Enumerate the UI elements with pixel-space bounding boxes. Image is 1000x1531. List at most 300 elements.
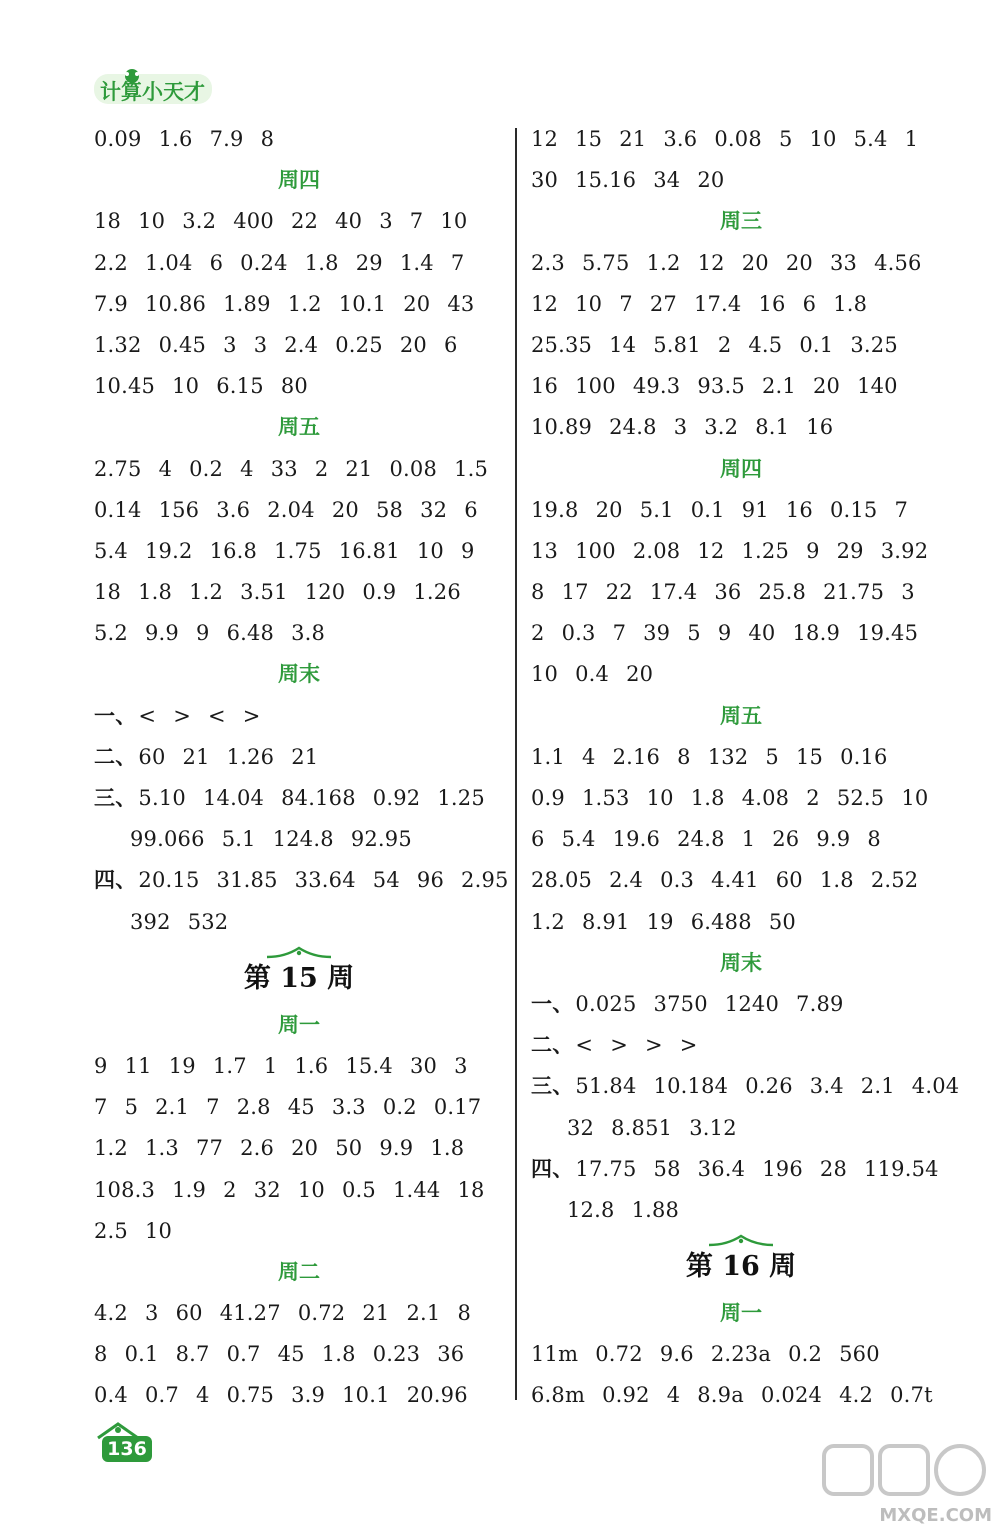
- answer-value: 6: [802, 291, 817, 316]
- answer-value: 2: [223, 1177, 237, 1202]
- answer-value: 50: [768, 909, 796, 934]
- answer-value: 124.8: [272, 827, 334, 852]
- answer-value: 33.64: [294, 868, 356, 893]
- answer-value: 7: [619, 291, 633, 316]
- answer-value: 19.45: [857, 621, 919, 646]
- answer-value: 1.88: [631, 1197, 680, 1222]
- answer-line: [531, 778, 951, 819]
- answer-value: 4: [666, 1383, 681, 1408]
- answer-value: 7.89: [796, 991, 844, 1016]
- answer-value: 8.851: [611, 1115, 673, 1140]
- answer-value: 8: [677, 744, 691, 769]
- answer-value: 50: [335, 1136, 363, 1161]
- answer-value: 20: [785, 250, 813, 275]
- answer-value: 8: [457, 1301, 472, 1326]
- answer-value: 8: [867, 827, 881, 852]
- answer-value: 1.89: [223, 291, 271, 316]
- answer-value: 7: [612, 621, 627, 646]
- answer-value: 0.025: [575, 991, 637, 1016]
- answer-value: 5: [687, 621, 701, 646]
- answer-value: 54: [372, 868, 400, 893]
- answer-value: 1.2: [287, 291, 322, 316]
- answer-value: 0.72: [595, 1342, 643, 1367]
- answer-value: 45: [277, 1342, 305, 1367]
- answer-value: 41.27: [219, 1301, 281, 1326]
- answer-value: 21.75: [823, 580, 885, 605]
- answer-value: 3.2: [704, 415, 739, 440]
- answer-value: 1: [263, 1053, 278, 1078]
- day-heading: 周四: [720, 456, 762, 481]
- answer-value: 10: [809, 127, 837, 151]
- answer-value: 1.25: [437, 786, 485, 810]
- week-title: [531, 1231, 951, 1293]
- answer-line: [94, 1128, 504, 1169]
- answer-value: 9.9: [145, 621, 179, 646]
- question-number: 三、: [94, 786, 137, 810]
- answer-value: 1.8: [321, 1342, 356, 1367]
- answer-value: 0.75: [226, 1383, 275, 1408]
- week-title: [94, 943, 504, 1005]
- answer-value: 9: [717, 621, 732, 646]
- answer-value: 0.23: [372, 1342, 421, 1367]
- answer-value: 12: [531, 291, 559, 316]
- answer-value: 60: [175, 1301, 203, 1326]
- answer-value: 5.75: [582, 250, 630, 275]
- answer-value: 84.168: [281, 786, 356, 810]
- answer-value: 14: [609, 332, 637, 357]
- answer-value: 0.17: [433, 1095, 482, 1120]
- answer-value: 156: [158, 497, 200, 522]
- answer-line: [94, 902, 504, 943]
- answer-value: 3.3: [331, 1095, 366, 1120]
- answer-value: 20: [399, 332, 427, 357]
- answer-value: 40: [335, 209, 363, 234]
- answer-value: 3.51: [240, 580, 288, 605]
- answer-value: 3750: [653, 991, 708, 1016]
- answer-value: 0.5: [341, 1177, 376, 1202]
- answer-value: 58: [653, 1156, 681, 1181]
- brand-logo: [92, 66, 217, 108]
- answer-value: 15.16: [575, 168, 637, 193]
- answer-value: 400: [233, 209, 274, 234]
- answer-line: [94, 1046, 504, 1087]
- answer-value: 0.09: [94, 127, 142, 151]
- answer-value: 10.89: [531, 415, 593, 440]
- answer-value: 0.1: [690, 497, 725, 522]
- answer-value: 45: [287, 1095, 315, 1120]
- answer-value: 0.08: [389, 456, 438, 481]
- answer-line: [531, 531, 951, 572]
- answer-value: 10: [172, 374, 200, 399]
- answer-value: 4: [582, 744, 596, 769]
- answer-line: [531, 407, 951, 448]
- answer-value: 7: [450, 250, 465, 275]
- answer-value: 9: [94, 1053, 108, 1078]
- answer-value: 4.04: [911, 1074, 960, 1099]
- answer-value: 52.5: [836, 786, 885, 810]
- answer-line: [94, 531, 504, 572]
- answer-value: 1.4: [399, 250, 434, 275]
- answer-value: 10: [575, 291, 603, 316]
- day-heading: 周二: [278, 1259, 320, 1284]
- answer-value: 17.75: [575, 1156, 637, 1181]
- answer-value: 0.45: [158, 332, 207, 357]
- answer-value: 7.9: [94, 291, 128, 316]
- answer-value: 2.1: [155, 1095, 190, 1120]
- answer-line: [531, 860, 951, 901]
- answer-line: [531, 1025, 951, 1066]
- answer-value: 8: [94, 1342, 108, 1367]
- answer-value: 3: [253, 332, 268, 357]
- answer-value: 28: [819, 1156, 848, 1181]
- answer-value: 6: [531, 827, 545, 852]
- day-heading: 周三: [720, 209, 762, 234]
- answer-line: [531, 1066, 960, 1107]
- answer-value: 4.41: [711, 868, 759, 893]
- answer-value: 3: [145, 1301, 159, 1326]
- answer-value: 0.2: [382, 1095, 417, 1120]
- answer-value: 12: [697, 250, 725, 275]
- answer-value: 20: [403, 291, 431, 316]
- answer-value: 6.15: [216, 374, 264, 399]
- answer-value: 32: [567, 1115, 595, 1140]
- answer-value: 10.1: [338, 291, 387, 316]
- answer-value: 28.05: [531, 868, 593, 893]
- brand-logo-graphic: [92, 66, 217, 108]
- answer-value: 1.2: [531, 909, 565, 934]
- logo-text: 计算小天才: [100, 80, 205, 104]
- answer-value: 20: [626, 662, 654, 687]
- answer-value: 26: [772, 827, 800, 852]
- day-heading: 周一: [278, 1012, 320, 1037]
- question-number: 二、: [94, 744, 137, 769]
- answer-value: 96: [416, 868, 445, 893]
- answer-line: [94, 737, 504, 778]
- left-answer-column: [94, 119, 509, 1417]
- answer-value: 0.024: [760, 1383, 823, 1408]
- answer-line: [531, 160, 951, 201]
- answer-value: 6: [209, 250, 224, 275]
- answer-value: 2.8: [236, 1095, 271, 1120]
- answer-value: 13: [531, 538, 559, 563]
- answer-value: 20.15: [138, 868, 200, 893]
- answer-value: 2: [314, 456, 329, 481]
- answer-value: 0.15: [829, 497, 878, 522]
- answer-value: 20: [812, 374, 841, 399]
- answer-value: 10: [145, 1218, 173, 1243]
- answer-value: 1.6: [294, 1053, 329, 1078]
- watermark-logo-icon: [818, 1440, 996, 1504]
- answer-value: 5.2: [94, 621, 128, 646]
- answer-line: [94, 119, 504, 160]
- page-number-badge: [92, 1418, 154, 1464]
- answer-value: 12: [531, 127, 559, 151]
- answer-value: 2.5: [94, 1218, 128, 1243]
- answer-line: [94, 572, 504, 613]
- answer-value: 100: [575, 374, 616, 399]
- answer-value: 6: [443, 332, 458, 357]
- answer-line: [94, 1375, 504, 1416]
- answer-line: [531, 325, 951, 366]
- answer-line: [531, 1334, 951, 1375]
- answer-value: 1.7: [212, 1053, 247, 1078]
- answer-value: 34: [653, 168, 681, 193]
- answer-value: 1.1: [531, 744, 565, 769]
- answer-value: 0.14: [94, 497, 142, 522]
- answer-value: 1.26: [413, 580, 461, 605]
- answer-value: 0.72: [297, 1301, 346, 1326]
- answer-value: 0.1: [124, 1342, 159, 1367]
- question-number: 一、: [94, 703, 137, 728]
- answer-value: 9: [460, 538, 475, 563]
- answer-value: 25.35: [531, 332, 593, 357]
- answer-value: 1.8: [690, 786, 725, 810]
- answer-value: 99.066: [130, 827, 205, 852]
- answer-value: 3: [673, 415, 688, 440]
- answer-value: 22: [290, 209, 319, 234]
- answer-value: <: [138, 703, 157, 728]
- answer-value: 4.56: [874, 250, 922, 275]
- day-heading: 周末: [720, 950, 762, 975]
- answer-line: [94, 1293, 504, 1334]
- answer-value: 40: [748, 621, 776, 646]
- answer-value: 80: [280, 374, 308, 399]
- answer-value: 39: [643, 621, 671, 646]
- answer-value: 8.91: [582, 909, 630, 934]
- answer-value: 4.5: [748, 332, 783, 357]
- answer-value: 21: [362, 1301, 390, 1326]
- answer-value: 0.7t: [890, 1383, 933, 1408]
- answer-line: [531, 984, 951, 1025]
- watermark: [818, 1440, 996, 1526]
- answer-value: 3: [379, 209, 393, 234]
- answer-value: 31.85: [216, 868, 278, 893]
- answer-value: 1.2: [646, 250, 681, 275]
- answer-value: 140: [857, 374, 898, 399]
- answer-value: 18: [94, 209, 122, 234]
- day-heading: 周四: [278, 168, 320, 193]
- answer-value: 2.6: [240, 1136, 275, 1161]
- answer-value: 18: [94, 580, 122, 605]
- answer-value: 120: [304, 580, 346, 605]
- answer-value: 4.2: [839, 1383, 874, 1408]
- answer-value: 19.8: [531, 497, 579, 522]
- answer-line: [531, 284, 951, 325]
- answer-value: 1240: [724, 991, 780, 1016]
- answer-value: 532: [187, 909, 229, 934]
- answer-value: 5.4: [853, 127, 888, 151]
- answer-value: 9: [806, 538, 820, 563]
- answer-line: [531, 119, 951, 160]
- answer-value: 3.9: [291, 1383, 326, 1408]
- answer-value: 2.2: [94, 250, 128, 275]
- answer-value: 3.8: [291, 621, 326, 646]
- answer-value: 2.4: [609, 868, 644, 893]
- week-title-text: 第 16 周: [685, 1251, 797, 1283]
- answer-value: 93.5: [697, 374, 745, 399]
- answer-line: [94, 778, 504, 819]
- answer-value: 6.48: [226, 621, 275, 646]
- answer-value: 1.32: [94, 332, 142, 357]
- answer-value: 10: [901, 786, 929, 810]
- answer-value: 21: [345, 456, 373, 481]
- answer-line: [531, 737, 951, 778]
- answer-value: 9.9: [816, 827, 851, 852]
- answer-line: [531, 490, 951, 531]
- answer-value: 60: [775, 868, 803, 893]
- answer-value: 24.8: [609, 415, 657, 440]
- answer-value: 1.2: [189, 580, 224, 605]
- answer-value: 19.6: [612, 827, 661, 852]
- answer-value: 5.1: [639, 497, 674, 522]
- answer-value: 16: [785, 497, 813, 522]
- answer-value: 1.44: [392, 1177, 441, 1202]
- answer-value: 43: [447, 291, 475, 316]
- question-number: 二、: [531, 1033, 574, 1058]
- answer-value: 0.16: [840, 744, 888, 769]
- answer-value: 196: [762, 1156, 803, 1181]
- answer-value: 2: [717, 332, 732, 357]
- answer-value: >: [242, 703, 261, 728]
- answer-value: 0.2: [189, 456, 224, 481]
- answer-value: 1.26: [226, 744, 275, 769]
- answer-value: 1.53: [582, 786, 630, 810]
- answer-value: 0.7: [226, 1342, 261, 1367]
- answer-value: 1.8: [138, 580, 173, 605]
- answer-value: 12.8: [567, 1197, 615, 1222]
- answer-value: 10.86: [145, 291, 207, 316]
- answer-value: 36.4: [697, 1156, 746, 1181]
- answer-value: 9.9: [379, 1136, 414, 1161]
- answer-value: 0.1: [799, 332, 834, 357]
- answer-value: 0.3: [561, 621, 596, 646]
- answer-value: 5: [124, 1095, 139, 1120]
- answer-value: 4.08: [741, 786, 790, 810]
- answer-value: 2.16: [612, 744, 661, 769]
- answer-value: 560: [839, 1342, 880, 1367]
- answer-line: [94, 366, 504, 407]
- answer-value: 20: [291, 1136, 319, 1161]
- answer-value: 16.81: [338, 538, 400, 563]
- answer-value: 20.96: [406, 1383, 468, 1408]
- right-answer-column: [531, 119, 960, 1417]
- answer-value: 29: [836, 538, 864, 563]
- answer-line: [94, 860, 509, 901]
- answer-value: 15: [795, 744, 824, 769]
- answer-value: 7: [94, 1095, 108, 1120]
- answer-value: 17.4: [693, 291, 742, 316]
- answer-line: [531, 243, 951, 284]
- answer-value: 3: [901, 580, 915, 605]
- answer-value: 1.8: [304, 250, 339, 275]
- answer-value: 3.25: [850, 332, 898, 357]
- answer-value: 8: [531, 580, 545, 605]
- answer-value: 1.25: [741, 538, 790, 563]
- question-number: 一、: [531, 991, 574, 1016]
- watermark-site: MXQE.COM: [879, 1505, 992, 1526]
- answer-value: 49.3: [632, 374, 681, 399]
- answer-value: 132: [707, 744, 749, 769]
- answer-value: 0.92: [372, 786, 421, 810]
- answer-value: 20: [697, 168, 725, 193]
- answer-value: 1.6: [158, 127, 193, 151]
- answer-value: 2: [531, 621, 545, 646]
- answer-value: 10: [297, 1177, 325, 1202]
- answer-value: 5: [765, 744, 779, 769]
- answer-value: 1.3: [145, 1136, 179, 1161]
- answer-value: 19: [646, 909, 674, 934]
- answer-value: 30: [409, 1053, 438, 1078]
- question-number: 三、: [531, 1074, 574, 1099]
- answer-value: 10: [138, 209, 166, 234]
- answer-line: [94, 243, 504, 284]
- answer-value: 16: [531, 374, 559, 399]
- answer-value: 0.9: [362, 580, 397, 605]
- answer-value: 19.2: [145, 538, 193, 563]
- answer-line: [94, 201, 504, 242]
- answer-value: 10: [646, 786, 674, 810]
- answer-value: 36: [437, 1342, 465, 1367]
- answer-value: 16: [806, 415, 834, 440]
- answer-value: 11: [124, 1053, 152, 1078]
- answer-value: >: [610, 1033, 628, 1058]
- answer-value: 11m: [531, 1342, 579, 1367]
- answer-value: 33: [829, 250, 858, 275]
- answer-value: 12: [697, 538, 725, 563]
- answer-value: 10: [416, 538, 444, 563]
- answer-value: 24.8: [677, 827, 725, 852]
- answer-value: 0.4: [94, 1383, 128, 1408]
- answer-value: 51.84: [575, 1074, 637, 1099]
- answer-value: 2.75: [94, 456, 142, 481]
- answer-value: 25.8: [758, 580, 807, 605]
- answer-value: 91: [741, 497, 769, 522]
- answer-value: 5.4: [94, 538, 128, 563]
- answer-value: 7: [894, 497, 909, 522]
- answer-value: 3.12: [689, 1115, 737, 1140]
- answer-value: 92.95: [350, 827, 412, 852]
- answer-value: 1.5: [454, 456, 489, 481]
- answer-value: 18: [457, 1177, 485, 1202]
- answer-value: 9.6: [659, 1342, 694, 1367]
- answer-value: 3.92: [880, 538, 929, 563]
- answer-value: 0.08: [714, 127, 762, 151]
- question-number: 四、: [94, 868, 137, 893]
- answer-value: 16.8: [209, 538, 258, 563]
- answer-value: 10.45: [94, 374, 156, 399]
- roof-ornament-icon: [707, 1233, 775, 1247]
- answer-value: <: [208, 703, 226, 728]
- answer-value: 5.10: [138, 786, 186, 810]
- answer-value: 3: [454, 1053, 468, 1078]
- answer-value: 119.54: [864, 1156, 939, 1181]
- answer-value: 1.9: [172, 1177, 207, 1202]
- answer-value: 21: [291, 744, 319, 769]
- answer-value: 14.04: [202, 786, 265, 810]
- answer-value: 0.24: [240, 250, 288, 275]
- answer-line: [94, 613, 504, 654]
- answer-value: 20: [595, 497, 623, 522]
- answer-value: 20: [331, 497, 359, 522]
- answer-line: [531, 902, 951, 943]
- answer-line: [531, 613, 951, 654]
- answer-value: 1.75: [274, 538, 322, 563]
- answer-value: 7: [206, 1095, 220, 1120]
- answer-line: [94, 284, 504, 325]
- answer-value: 6.488: [690, 909, 752, 934]
- answer-value: 0.3: [660, 868, 695, 893]
- answer-value: 5.4: [561, 827, 596, 852]
